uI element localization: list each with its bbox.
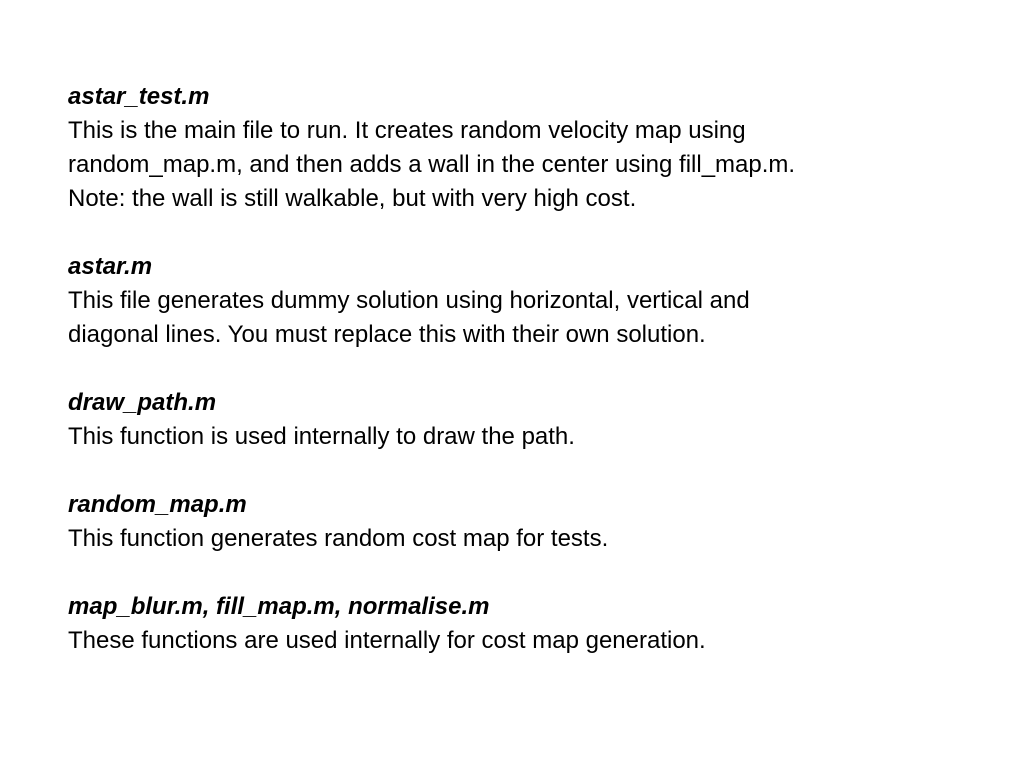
- file-description: This file generates dummy solution using horizontal, vertical and diagonal lines. You must replace this with their own solution.: [68, 287, 750, 348]
- file-entry-astar-test: [68, 80, 968, 216]
- file-entry-draw-path: [68, 386, 968, 454]
- file-entry-astar: [68, 250, 968, 352]
- file-description: This is the main file to run. It creates random velocity map using random_map.m, and then adds a wall in the center using fill_map.m. Note: the wall is still walkable, but with very high cost.: [68, 117, 796, 212]
- file-description: This function is used internally to draw the path.: [68, 423, 575, 450]
- file-description: This function generates random cost map for tests.: [68, 525, 609, 552]
- file-name: random_map.m: [68, 491, 247, 518]
- slide-content: [68, 80, 968, 692]
- file-entry-helpers: [68, 590, 968, 658]
- file-name: astar.m: [68, 253, 153, 280]
- file-name: map_blur.m, fill_map.m, normalise.m: [68, 593, 490, 620]
- file-name: draw_path.m: [68, 389, 217, 416]
- file-entry-random-map: [68, 488, 968, 556]
- file-name: astar_test.m: [68, 83, 210, 110]
- file-description: These functions are used internally for cost map generation.: [68, 627, 706, 654]
